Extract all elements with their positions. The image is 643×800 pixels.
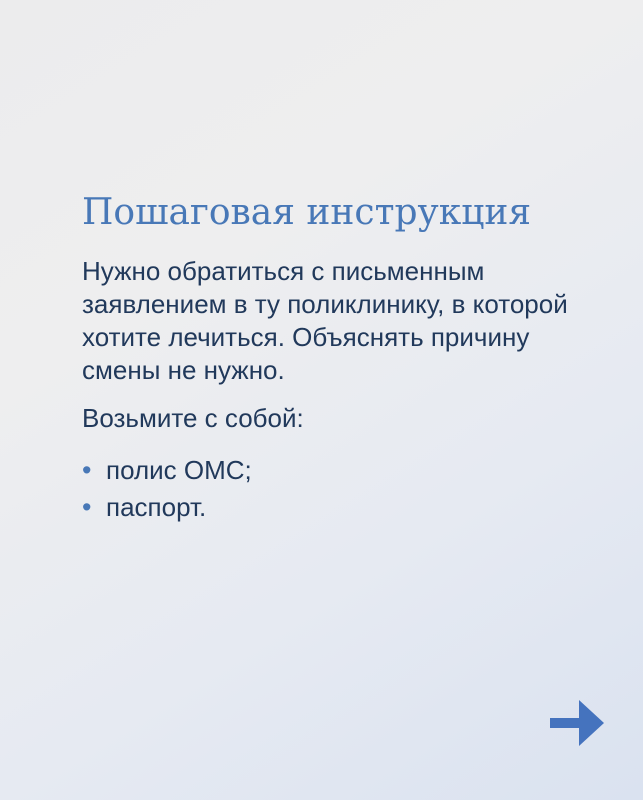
- list-item: [82, 452, 602, 489]
- bullet-icon: •: [82, 492, 92, 523]
- page-title: Пошаговая инструкция: [82, 192, 532, 233]
- intro-paragraph: Нужно обратиться с письменным заявлением в ту поликлинику, в которой хотите лечиться. Объяснять причину смены не нужно.: [82, 256, 568, 386]
- list-item: [82, 489, 602, 526]
- card-content: [82, 192, 602, 526]
- arrow-right-icon: [550, 699, 604, 747]
- checklist: [82, 452, 602, 526]
- bullet-icon: •: [82, 455, 92, 486]
- list-item-label: паспорт.: [106, 492, 207, 523]
- next-arrow-icon[interactable]: [550, 699, 604, 747]
- checklist-heading: Возьмите с собой:: [82, 403, 304, 434]
- list-item-label: полис ОМС;: [106, 455, 252, 486]
